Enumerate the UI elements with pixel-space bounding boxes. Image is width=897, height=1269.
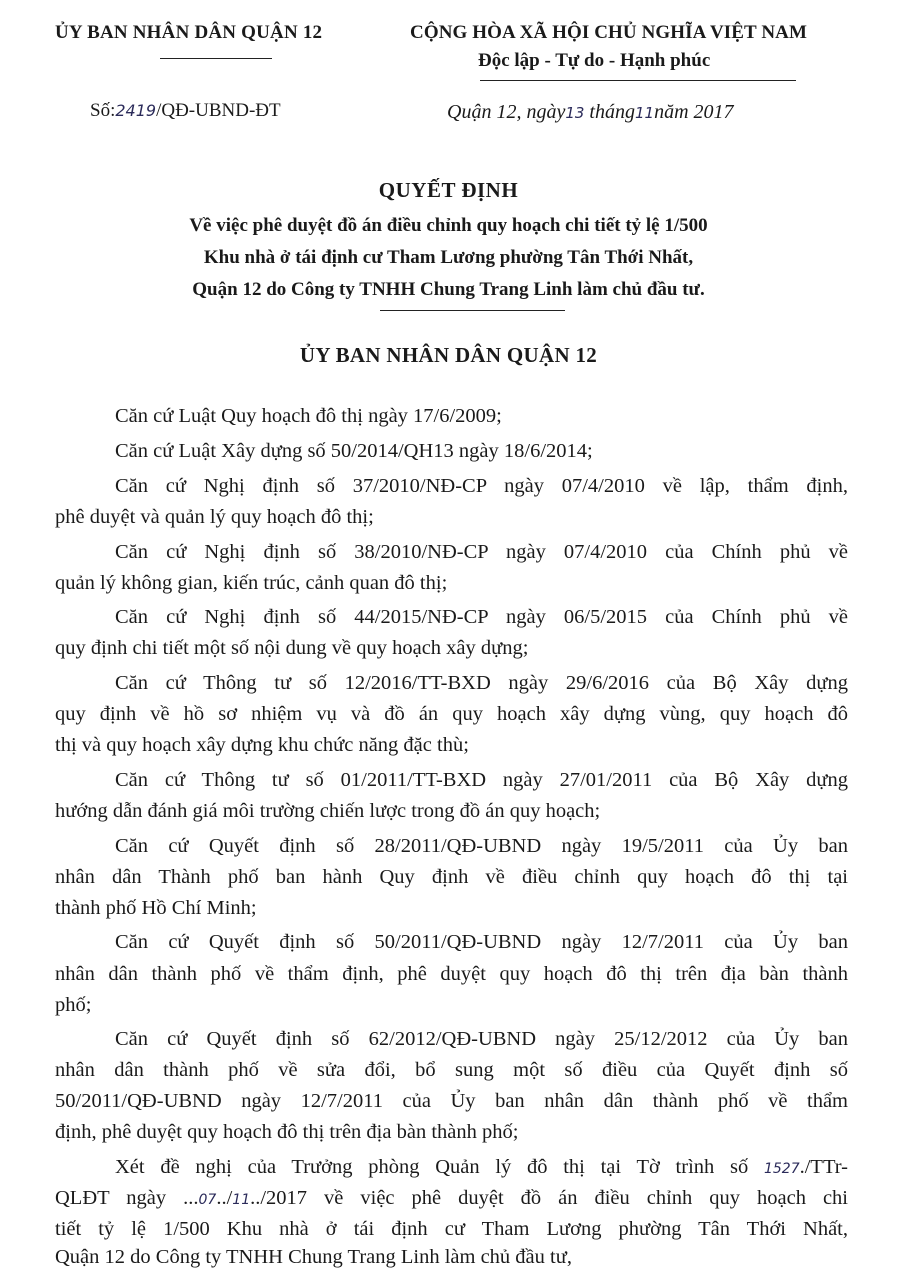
body-line: Căn cứ Nghị định số 44/2015/NĐ-CP ngày 06/5/2015 của Chính phủ về xyxy=(115,606,848,628)
body-line: thị và quy hoạch xây dựng khu chức năng đặc thù; xyxy=(55,734,469,756)
month-handwritten: 11 xyxy=(634,104,655,122)
body-text: ./TTr- xyxy=(799,1156,848,1178)
day-handwritten: 13 xyxy=(565,104,585,122)
submission-number-handwritten: 1527 xyxy=(763,1161,800,1177)
body-line: tiết tỷ lệ 1/500 Khu nhà ở tái định cư Tham Lương phường Tân Thới Nhất, xyxy=(55,1218,848,1240)
body-line: nhân dân Thành phố ban hành Quy định về điều chỉnh quy hoạch đô thị tại xyxy=(55,866,848,888)
body-line: Căn cứ Thông tư số 12/2016/TT-BXD ngày 29/6/2016 của Bộ Xây dựng xyxy=(115,672,848,694)
body-line: quản lý không gian, kiến trúc, cảnh quan đô thị; xyxy=(55,572,448,594)
year-label: năm 2017 xyxy=(654,101,734,123)
document-subject-line-1: Về việc phê duyệt đồ án điều chỉnh quy hoạch chi tiết tỷ lệ 1/500 xyxy=(189,215,708,236)
title-divider xyxy=(380,310,565,311)
country-name: CỘNG HÒA XÃ HỘI CHỦ NGHĨA VIỆT NAM xyxy=(410,22,807,43)
body-line: Căn cứ Luật Quy hoạch đô thị ngày 17/6/2009; xyxy=(115,405,502,427)
submission-month-handwritten: 11 xyxy=(232,1192,251,1208)
body-line: Căn cứ Quyết định số 50/2011/QĐ-UBND ngày 12/7/2011 của Ủy ban xyxy=(115,931,848,953)
body-line: Căn cứ Quyết định số 28/2011/QĐ-UBND ngày 19/5/2011 của Ủy ban xyxy=(115,835,848,857)
body-line: quy định về hồ sơ nhiệm vụ và đồ án quy hoạch xây dựng vùng, quy hoạch đô xyxy=(55,703,848,725)
body-line: nhân dân thành phố về thẩm định, phê duyệt quy hoạch đô thị trên địa bàn thành xyxy=(55,963,848,985)
body-line xyxy=(115,1155,848,1181)
decision-number-handwritten: 2419 xyxy=(115,101,157,120)
body-line: thành phố Hồ Chí Minh; xyxy=(55,897,257,919)
body-line: nhân dân thành phố về sửa đổi, bổ sung một số điều của Quyết định số xyxy=(55,1059,848,1081)
body-line: hướng dẫn đánh giá môi trường chiến lược trong đồ án quy hoạch; xyxy=(55,800,601,822)
decision-number-suffix: /QĐ-UBND-ĐT xyxy=(156,100,281,121)
document-title: QUYẾT ĐỊNH xyxy=(378,178,519,202)
national-motto: Độc lập - Tự do - Hạnh phúc xyxy=(478,50,711,71)
header-left-divider xyxy=(160,58,272,59)
body-text: ../ xyxy=(216,1187,233,1209)
decision-number-prefix: Số: xyxy=(90,100,116,121)
document-subject-line-2: Khu nhà ở tái định cư Tham Lương phường Tân Thới Nhất, xyxy=(203,247,694,268)
body-line: quy định chi tiết một số nội dung về quy hoạch xây dựng; xyxy=(55,637,529,659)
header-right-divider xyxy=(480,80,796,81)
body-line xyxy=(55,1186,848,1212)
body-text: Xét đề nghị của Trưởng phòng Quản lý đô thị tại Tờ trình số xyxy=(115,1156,764,1178)
body-line: Căn cứ Luật Xây dựng số 50/2014/QH13 ngày 18/6/2014; xyxy=(115,440,593,462)
body-line: phố; xyxy=(55,994,92,1016)
decision-number xyxy=(90,100,281,122)
place-and-date xyxy=(447,101,734,124)
document-subject-line-3: Quận 12 do Công ty TNHH Chung Trang Linh làm chủ đầu tư. xyxy=(192,279,705,300)
submission-day-handwritten: 07 xyxy=(198,1192,217,1208)
body-line: Căn cứ Quyết định số 62/2012/QĐ-UBND ngày 25/12/2012 của Ủy ban xyxy=(115,1028,848,1050)
body-line: 50/2011/QĐ-UBND ngày 12/7/2011 của Ủy ban nhân dân thành phố về thẩm xyxy=(55,1090,848,1112)
month-label: tháng xyxy=(584,101,635,123)
body-line: Căn cứ Nghị định số 38/2010/NĐ-CP ngày 07/4/2010 của Chính phủ về xyxy=(115,541,848,563)
body-line: Căn cứ Thông tư số 01/2011/TT-BXD ngày 27/01/2011 của Bộ Xây dựng xyxy=(115,769,848,791)
body-line: định, phê duyệt quy hoạch đô thị trên địa bàn thành phố; xyxy=(55,1121,519,1143)
body-line: phê duyệt và quản lý quy hoạch đô thị; xyxy=(55,506,374,528)
body-line: Căn cứ Nghị định số 37/2010/NĐ-CP ngày 07/4/2010 về lập, thẩm định, xyxy=(115,475,848,497)
place-prefix: Quận 12, ngày xyxy=(447,101,566,123)
body-text: QLĐT ngày ... xyxy=(55,1187,199,1209)
issuing-authority-name: ỦY BAN NHÂN DÂN QUẬN 12 xyxy=(55,22,323,43)
body-line: Quận 12 do Công ty TNHH Chung Trang Linh làm chủ đầu tư, xyxy=(55,1246,572,1268)
deciding-authority: ỦY BAN NHÂN DÂN QUẬN 12 xyxy=(299,343,598,367)
body-text: ../2017 về việc phê duyệt đồ án điều chỉnh quy hoạch chi xyxy=(250,1187,849,1209)
